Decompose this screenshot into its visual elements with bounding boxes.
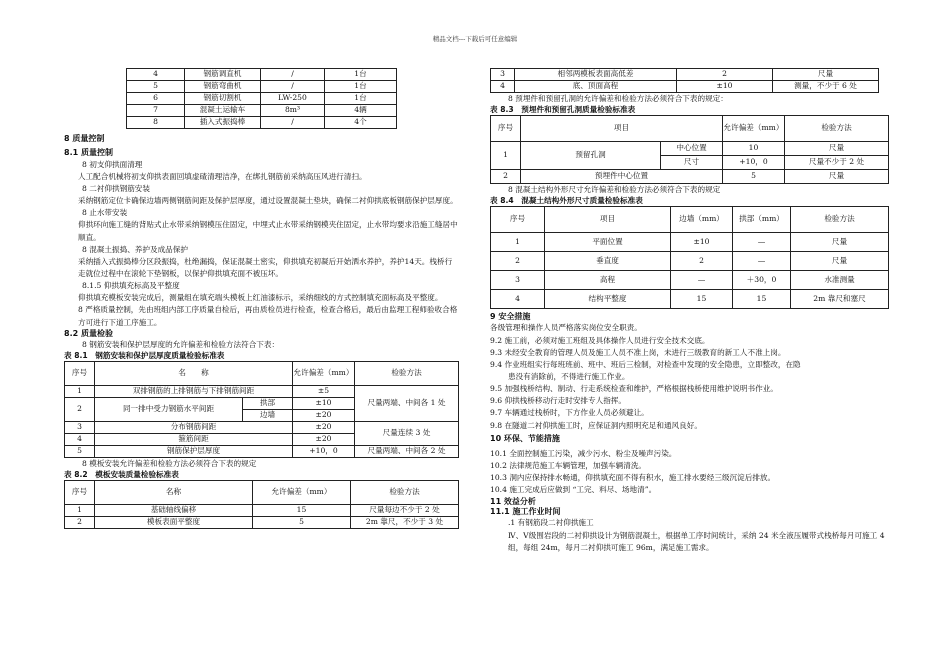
- paragraph: 人工配合机械将初支仰拱表面回填虚碴清理洁净，在绑扎钢筋前采纳高压风进行清扫。: [78, 171, 367, 181]
- table-header-cell: 检验方法: [791, 207, 889, 233]
- equipment-table: [126, 68, 397, 129]
- table-cell: 尺量两端、中间各 1 处: [355, 386, 459, 422]
- paragraph: 9.4 作业班组实行每班班前、班中、班后三检制，对检查中发现的安全隐患，立即整改，在隐: [490, 359, 801, 369]
- table-cell: 1台: [325, 93, 397, 105]
- table-cell: 4: [491, 81, 515, 93]
- paragraph: 采纳钢筋定位卡确保边墙两侧钢筋间距及保护层厚度，通过设置混凝土垫块，确保二衬仰拱底板钢筋保护层厚度。: [78, 196, 458, 206]
- table-header-cell: 允许偏差（mm）: [253, 481, 351, 505]
- section-8-heading: 8 质量控制: [64, 134, 105, 143]
- table-row: [491, 271, 889, 290]
- table-8-1-caption: 表 8.1 钢筋安装和保护层厚度质量检验标准表: [64, 351, 225, 361]
- table-row: [491, 81, 879, 93]
- table-cell: ±20: [293, 410, 355, 422]
- table-cell: 平面位置: [545, 233, 671, 252]
- table-cell: 5: [65, 446, 95, 458]
- table-cell: ＋30，0: [733, 271, 791, 290]
- table-cell: 双排钢筋的上排钢筋与下排钢筋间距: [95, 386, 293, 398]
- table-cell: 边墙: [243, 410, 293, 422]
- table-cell: 垂直度: [545, 252, 671, 271]
- table-header-cell: 项目: [521, 116, 723, 142]
- table-cell: LW-250: [261, 93, 325, 105]
- paragraph: 8 初支仰拱面清理: [82, 159, 143, 169]
- table-cell: 1: [65, 505, 95, 517]
- table-cell: 2: [491, 170, 521, 184]
- paragraph: 10.2 法律规范施工车辆管理，加强车辆清洗。: [490, 461, 647, 471]
- paragraph: 患没有消除前，不得进行施工作业。: [508, 371, 630, 381]
- paragraph: 8 混凝土振捣、养护及成品保护: [82, 244, 188, 254]
- table-cell: 10: [723, 142, 785, 156]
- table-cell: 2m 靠尺，不少于 3 处: [351, 517, 459, 529]
- table-cell: 2: [65, 398, 95, 422]
- table-cell: 2: [671, 252, 733, 271]
- table-cell: 4辆: [325, 105, 397, 117]
- table-header-cell: 序号: [491, 207, 545, 233]
- table-cell: 尺量两端、中间各 2 处: [355, 446, 459, 458]
- table-header-cell: 项目: [545, 207, 671, 233]
- table-cell: —: [733, 252, 791, 271]
- paragraph: Ⅳ、Ⅴ级围岩段的二衬仰拱设计为钢筋混凝土，根据单工序时间统计，采纳 24 米全液压履带式栈桥每月可施工 4 组，每组 24m，每月二衬仰拱可施工 96m，满足施工需求。: [508, 530, 885, 552]
- table-header-cell: 检验方法: [351, 481, 459, 505]
- table-8-3: [490, 115, 889, 184]
- table-8-1: [64, 361, 459, 458]
- table-row: [65, 505, 459, 517]
- table-cell: 分布钢筋间距: [95, 422, 293, 434]
- table-cell: 3: [65, 422, 95, 434]
- table-header-cell: 拱部（mm）: [733, 207, 791, 233]
- paragraph: 9.7 车辆通过栈桥时，下方作业人员必须避让。: [490, 408, 649, 418]
- table-cell: 尺量: [773, 69, 879, 81]
- table-cell: ±10: [293, 398, 355, 410]
- paragraph: 仰拱填充模板安装完成后，测量组在填充端头模板上红油漆标示，采纳细线的方式控制填充面标高及平整度。: [78, 293, 443, 303]
- paragraph: 10.3 洞内应保持排水畅通，仰拱填充面不得有积水，施工排水要经三级沉淀后排放。: [490, 473, 776, 483]
- table-cell: 1: [65, 386, 95, 398]
- table-cell: —: [733, 233, 791, 252]
- table-cell: 测量，不少于 6 处: [773, 81, 879, 93]
- paragraph: 8 二衬仰拱钢筋安装: [82, 184, 150, 194]
- table-row: [127, 105, 397, 117]
- section-11-1-heading: 11.1 施工作业时间: [490, 507, 561, 516]
- section-9-heading: 9 安全措施: [490, 312, 531, 321]
- section-11-heading: 11 效益分析: [490, 496, 536, 506]
- paragraph: 9.5 加强栈桥结构、制动、行走系统检查和维护，严格根据栈桥使用维护说明书作业。: [490, 384, 778, 394]
- paragraph: 8 止水带安装: [82, 208, 128, 218]
- equipment-table-body: [127, 69, 397, 129]
- table-cell: 15: [671, 290, 733, 309]
- paragraph: 9.2 施工前，必须对施工班组及具体操作人员进行安全技术交底。: [490, 335, 710, 345]
- table-row: [491, 233, 889, 252]
- table-cell: /: [261, 69, 325, 81]
- table-cell: /: [261, 117, 325, 129]
- table-cell: ±20: [293, 422, 355, 434]
- table-cell: 2: [677, 69, 773, 81]
- table-row: [65, 517, 459, 529]
- table-8-4-body: [491, 233, 889, 309]
- table-cell: 2: [491, 252, 545, 271]
- table-cell: 水准测量: [791, 271, 889, 290]
- table-cell: +10，0: [293, 446, 355, 458]
- table-cell: 尺量每边不少于 2 处: [351, 505, 459, 517]
- table-8-3-caption: 表 8.3 预埋件和预留孔洞质量检验标准表: [490, 105, 636, 115]
- paragraph: 8.1.5 仰拱填充标高及平整度: [82, 281, 180, 291]
- table-cell: 8: [127, 117, 185, 129]
- table-cell: +10，0: [723, 156, 785, 170]
- table-header-cell: 名 称: [95, 362, 293, 386]
- table-cell: 1: [491, 142, 521, 170]
- paragraph: 9.6 仰拱栈桥移动行走时安排专人指挥。: [490, 396, 626, 406]
- table-cell: 3: [491, 69, 515, 81]
- paragraph: 8 钢筋安装和保护层厚度的允许偏差和检验方法符合下表：: [82, 340, 280, 350]
- table-cell: 同一排中受力钢筋水平间距: [95, 398, 243, 422]
- table-header-cell: 名称: [95, 481, 253, 505]
- table-row: [127, 93, 397, 105]
- table-cell: 4: [491, 290, 545, 309]
- table-header-cell: 序号: [491, 116, 521, 142]
- table-cell: 尺量: [785, 170, 889, 184]
- table-cell: 尺量: [791, 233, 889, 252]
- table-cell: 1: [491, 233, 545, 252]
- table-cell: 拱部: [243, 398, 293, 410]
- table-cell: 混凝土运输车: [185, 105, 261, 117]
- table-cell: 箍筋间距: [95, 434, 293, 446]
- page-header: 精品文档---下载后可任意编辑: [432, 35, 518, 43]
- table-header-cell: 允许偏差（mm）: [293, 362, 355, 386]
- section-10-heading: 10 环保、节能措施: [490, 433, 560, 443]
- table-cell: 1台: [325, 69, 397, 81]
- table-cell: 15: [253, 505, 351, 517]
- paragraph: 8 严格质量控制，先由班组内部工序质量自检后，再由质检员进行检查，检查合格后，最后由监理工程师验收合格方可进行下道工序施工。: [78, 305, 458, 327]
- table-cell: 4: [127, 69, 185, 81]
- table-cell: 钢筋弯曲机: [185, 81, 261, 93]
- table-cell: 钢筋保护层厚度: [95, 446, 293, 458]
- paragraph: 9.3 未经安全教育的管理人员及施工人员不准上岗，未进行三级教育的新工人不准上岗。: [490, 347, 786, 357]
- table-cell: 5: [723, 170, 785, 184]
- paragraph: .1 有钢筋段二衬仰拱施工: [508, 518, 594, 528]
- paragraph: 10.1 全面控制施工污染，减少污水、粉尘及噪声污染。: [490, 449, 677, 459]
- table-header-cell: 允许偏差（mm）: [723, 116, 785, 142]
- paragraph: 8 预埋件和预留孔洞的允许偏差和检验方法必须符合下表的规定：: [508, 94, 728, 103]
- table-row: [127, 81, 397, 93]
- table-cell: /: [261, 81, 325, 93]
- table-cell: 模板表面平整度: [95, 517, 253, 529]
- paragraph: 8 混凝土结构外形尺寸允许偏差和检验方法必须符合下表的规定: [508, 185, 721, 194]
- table-row: [127, 69, 397, 81]
- table-cell: 结构平整度: [545, 290, 671, 309]
- table-cell: 7: [127, 105, 185, 117]
- table-cell: 2: [65, 517, 95, 529]
- paragraph: 仰拱环向施工缝的背贴式止水带采纳钢模压住固定，中埋式止水带采纳钢模夹住固定，止水带均要求沿施工缝居中顺直。: [78, 220, 458, 242]
- table-cell: ±10: [671, 233, 733, 252]
- table-cell: ±20: [293, 434, 355, 446]
- table-cell: 尺量不少于 2 处: [785, 156, 889, 170]
- table-cell: 尺量连续 3 处: [355, 422, 459, 446]
- table-row: [127, 117, 397, 129]
- table-header-cell: 序号: [65, 362, 95, 386]
- table-cell: 3: [491, 271, 545, 290]
- table-cell: 15: [733, 290, 791, 309]
- table-8-2: [64, 480, 459, 529]
- table-row: [491, 290, 889, 309]
- table-cell: 1台: [325, 81, 397, 93]
- table-header-cell: 序号: [65, 481, 95, 505]
- table-8-2-body: [65, 505, 459, 529]
- table-cell: 基础轴线偏移: [95, 505, 253, 517]
- paragraph: 8 模板安装允许偏差和检验方法必须符合下表的规定: [82, 459, 257, 469]
- table-cell: 4: [65, 434, 95, 446]
- table-cell: 钢筋调直机: [185, 69, 261, 81]
- table-cell: 5: [127, 81, 185, 93]
- table-cell: 钢筋切割机: [185, 93, 261, 105]
- table-cell: 尺量: [785, 142, 889, 156]
- table-cell: 8m³: [261, 105, 325, 117]
- table-cell: 中心位置: [661, 142, 723, 156]
- table-header-cell: 检验方法: [355, 362, 459, 386]
- table-row: [491, 69, 879, 81]
- table-8-4-caption: 表 8.4 混凝土结构外形尺寸质量检验标准表: [490, 196, 643, 206]
- paragraph: 10.4 施工完成后应做到 “工完、料尽、场地清”。: [490, 485, 657, 495]
- table-row: [491, 252, 889, 271]
- paragraph: 9.8 在隧道二衬仰拱施工时，应保证洞内照明充足和通风良好。: [490, 420, 702, 430]
- table-cell: ±10: [677, 81, 773, 93]
- table-cell: 5: [253, 517, 351, 529]
- table-cell: 底、顶面高程: [515, 81, 677, 93]
- table-cell: 预埋件中心位置: [521, 170, 723, 184]
- table-cell: 4个: [325, 117, 397, 129]
- table-cell: ±5: [293, 386, 355, 398]
- section-8-2-heading: 8.2 质量检验: [64, 328, 113, 338]
- table-cell: 尺寸: [661, 156, 723, 170]
- paragraph: 各级管理和操作人员严格落实岗位安全职责。: [490, 323, 642, 333]
- section-8-1-heading: 8.1 质量控制: [64, 148, 113, 158]
- table-8-2-continued-body: [491, 69, 879, 93]
- table-cell: 预留孔洞: [521, 142, 661, 170]
- table-cell: 6: [127, 93, 185, 105]
- right-column: [490, 68, 888, 554]
- table-header-cell: 边墙（mm）: [671, 207, 733, 233]
- table-8-2-continued: [490, 68, 879, 93]
- table-cell: 2m 靠尺和塞尺: [791, 290, 889, 309]
- table-cell: 相邻两模板表面高低差: [515, 69, 677, 81]
- table-cell: 高程: [545, 271, 671, 290]
- table-cell: 插入式振捣棒: [185, 117, 261, 129]
- paragraph: 采纳插入式振捣棒分区段振捣，杜绝漏捣，保证混凝土密实，仰拱填充初凝后开始洒水养护，养护14天。栈桥行走就位过程中在滚轮下垫钢板，以保护仰拱填充面不被压坏。: [78, 256, 453, 279]
- table-header-cell: 检验方法: [785, 116, 889, 142]
- table-8-4: [490, 206, 889, 309]
- table-cell: —: [671, 271, 733, 290]
- left-column: [64, 68, 458, 529]
- table-cell: 尺量: [791, 252, 889, 271]
- table-8-2-caption: 表 8.2 模板安装质量检验标准表: [64, 470, 179, 480]
